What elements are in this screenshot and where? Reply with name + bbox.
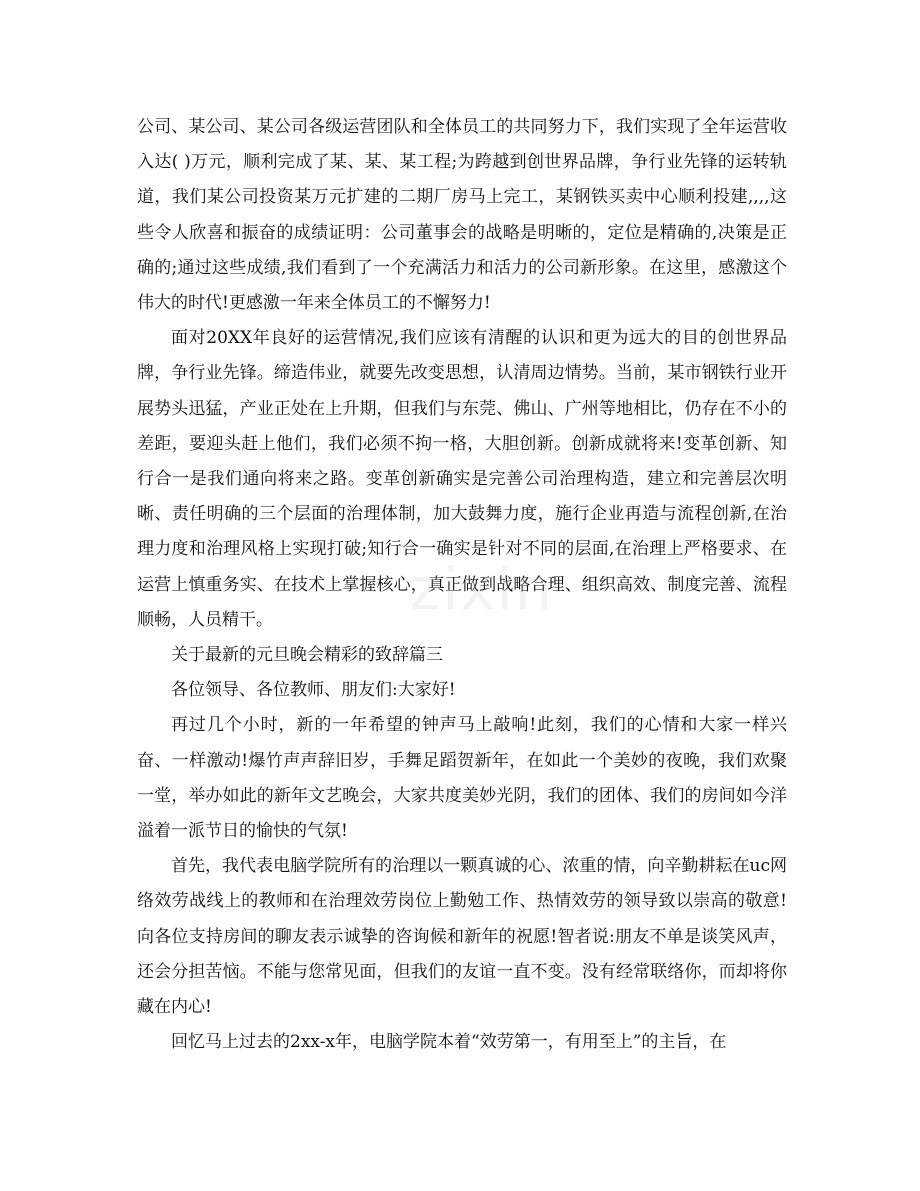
paragraph-5: 回忆马上过去的2xx-x年，电脑学院本着“效劳第一，有用至上”的主旨，在: [171, 1032, 727, 1053]
paragraph-2: 面对20XX年良好的运营情况,我们应该有清醒的认识和更为远大的目的创世界品牌，争行业先锋。缔造伟业，就要先改变思想，认清周边情势。当前，某市钢铁行业开展势头迅猛，产业正处在上升期，但我们与东莞、佛山、广州等地相比，仍存在不小的差距，要迎头赶上他们，我们必须不拘一格，大胆创新。创新成就将来!变革创新、知行合一是我们通向将来之路。变革创新确实是完善公司治理构造，建立和完善层次明晰、责任明确的三个层面的治理体制，加大鼓舞力度，施行企业再造与流程创新,在治理力度和治理风格上实现打破;知行合一确实是针对不同的层面,在治理上严格要求、在运营上慎重务实、在技术上掌握核心，真正做到战略合理、组织高效、制度完善、流程顺畅，人员精干。: [137, 328, 787, 630]
paragraph-1: 公司、某公司、某公司各级运营团队和全体员工的共同努力下，我们实现了全年运营收入达( )万元，顺利完成了某、某、某工程;为跨越到创世界品牌，争行业先锋的运转轨道，我们某公司投资某万元扩建的二期厂房马上完工，某钢铁买卖中心顺利投建,,,,这些令人欣喜和振奋的成绩证明：公司董事会的战略是明晰的，定位是精确的,决策是正确的;通过这些成绩,我们看到了一个充满活力和活力的公司新形象。在这里，感激这个伟大的时代!更感激一年来全体员工的不懈努力!: [137, 117, 787, 314]
watermark: zixin: [410, 555, 554, 623]
greeting: 各位领导、各位教师、朋友们:大家好!: [171, 680, 456, 701]
document-body: [137, 110, 787, 1060]
section-title: 关于最新的元旦晚会精彩的致辞篇三: [171, 645, 443, 666]
paragraph-4: 首先，我代表电脑学院所有的治理以一颗真诚的心、浓重的情，向辛勤耕耘在uc网络效劳战线上的教师和在治理效劳岗位上勤勉工作、热情效劳的领导致以崇高的敬意!向各位支持房间的聊友表示诚挚的咨询候和新年的祝愿!智者说:朋友不单是谈笑风声，还会分担苦恼。不能与您常见面，但我们的友谊一直不变。没有经常联络你，而却将你藏在内心!: [137, 856, 787, 1018]
paragraph-3: 再过几个小时，新的一年希望的钟声马上敲响!此刻，我们的心情和大家一样兴奋、一样激动!爆竹声声辞旧岁，手舞足蹈贺新年，在如此一个美妙的夜晚，我们欢聚一堂，举办如此的新年文艺晚会，大家共度美妙光阴，我们的团体、我们的房间如今洋溢着一派节日的愉快的气氛!: [137, 715, 787, 842]
